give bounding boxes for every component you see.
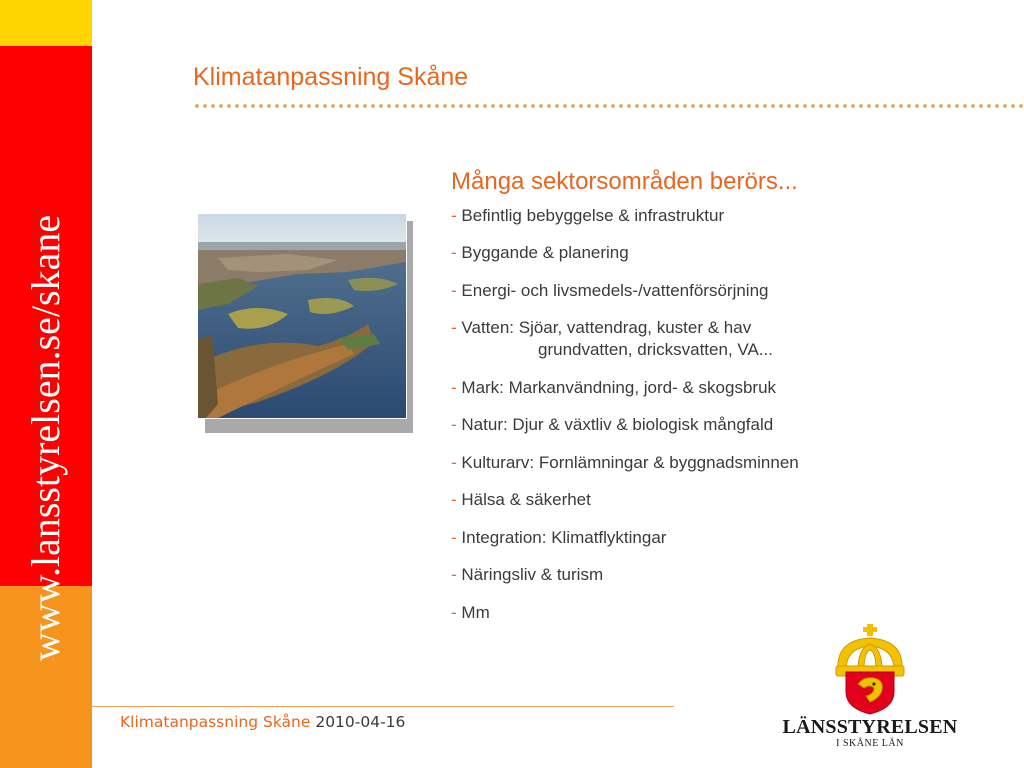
bullet-dash: -: [451, 377, 457, 397]
list-item-text: Hälsa & säkerhet: [461, 490, 591, 510]
list-item: [451, 205, 1011, 227]
page-title: Klimatanpassning Skåne: [193, 63, 469, 91]
list-item: [451, 564, 1011, 586]
list-item-text: Kulturarv: Fornlämningar & byggnadsminnen: [461, 452, 799, 472]
list-item: [451, 452, 1011, 474]
content-heading: Många sektorsområden berörs...: [451, 168, 798, 195]
list-item: [451, 317, 1011, 361]
bullet-dash: -: [451, 490, 457, 510]
list-item-text: Befintlig bebyggelse & infrastruktur: [461, 205, 725, 225]
logo-name: LÄNSSTYRELSEN: [782, 716, 958, 738]
bullet-dash: -: [451, 205, 457, 225]
sidebar-yellow-band: [0, 0, 92, 46]
aerial-photo-image: [197, 213, 407, 419]
list-item: [451, 489, 1011, 511]
list-item: [451, 527, 1011, 549]
brand-sidebar: [0, 0, 92, 768]
bullet-dash: -: [451, 527, 457, 547]
list-item-text: Mm: [461, 602, 490, 622]
bullet-dash: -: [451, 243, 457, 263]
bullet-dash: -: [451, 452, 457, 472]
bullet-dash: -: [451, 565, 457, 585]
list-item-text: Energi- och livsmedels-/vattenförsörjning: [461, 280, 769, 300]
logo-subtitle: I SKÅNE LÄN: [836, 738, 904, 749]
bullet-dash: -: [451, 280, 457, 300]
list-item-text: Natur: Djur & växtliv & biologisk mångfald: [461, 415, 774, 435]
crown-griffin-emblem-icon: [830, 622, 910, 716]
list-item-text: Vatten: Sjöar, vattendrag, kuster & hav: [461, 318, 752, 338]
title-dotted-divider: [193, 103, 1024, 109]
list-item: [451, 377, 1011, 399]
footer-title: Klimatanpassning Skåne: [120, 713, 311, 731]
list-item-text: Integration: Klimatflyktingar: [461, 527, 667, 547]
footer: [120, 713, 405, 731]
list-item-text: Mark: Markanvändning, jord- & skogsbruk: [461, 377, 777, 397]
sector-list: [451, 205, 1011, 624]
list-item: [451, 280, 1011, 302]
list-item: [451, 602, 1011, 624]
list-item-continuation: grundvatten, dricksvatten, VA...: [538, 340, 773, 360]
content-list: [451, 168, 1011, 639]
sidebar-url[interactable]: www.lansstyrelsen.se/skane: [23, 214, 68, 662]
list-item-text: Byggande & planering: [461, 243, 629, 263]
bullet-dash: -: [451, 318, 457, 338]
lansstyrelsen-logo: [780, 622, 960, 752]
footer-date: 2010-04-16: [315, 713, 406, 731]
list-item: [451, 242, 1011, 264]
bullet-dash: -: [451, 602, 457, 622]
list-item: [451, 414, 1011, 436]
list-item-text: Näringsliv & turism: [461, 565, 604, 585]
footer-divider: [92, 706, 674, 707]
bullet-dash: -: [451, 415, 457, 435]
